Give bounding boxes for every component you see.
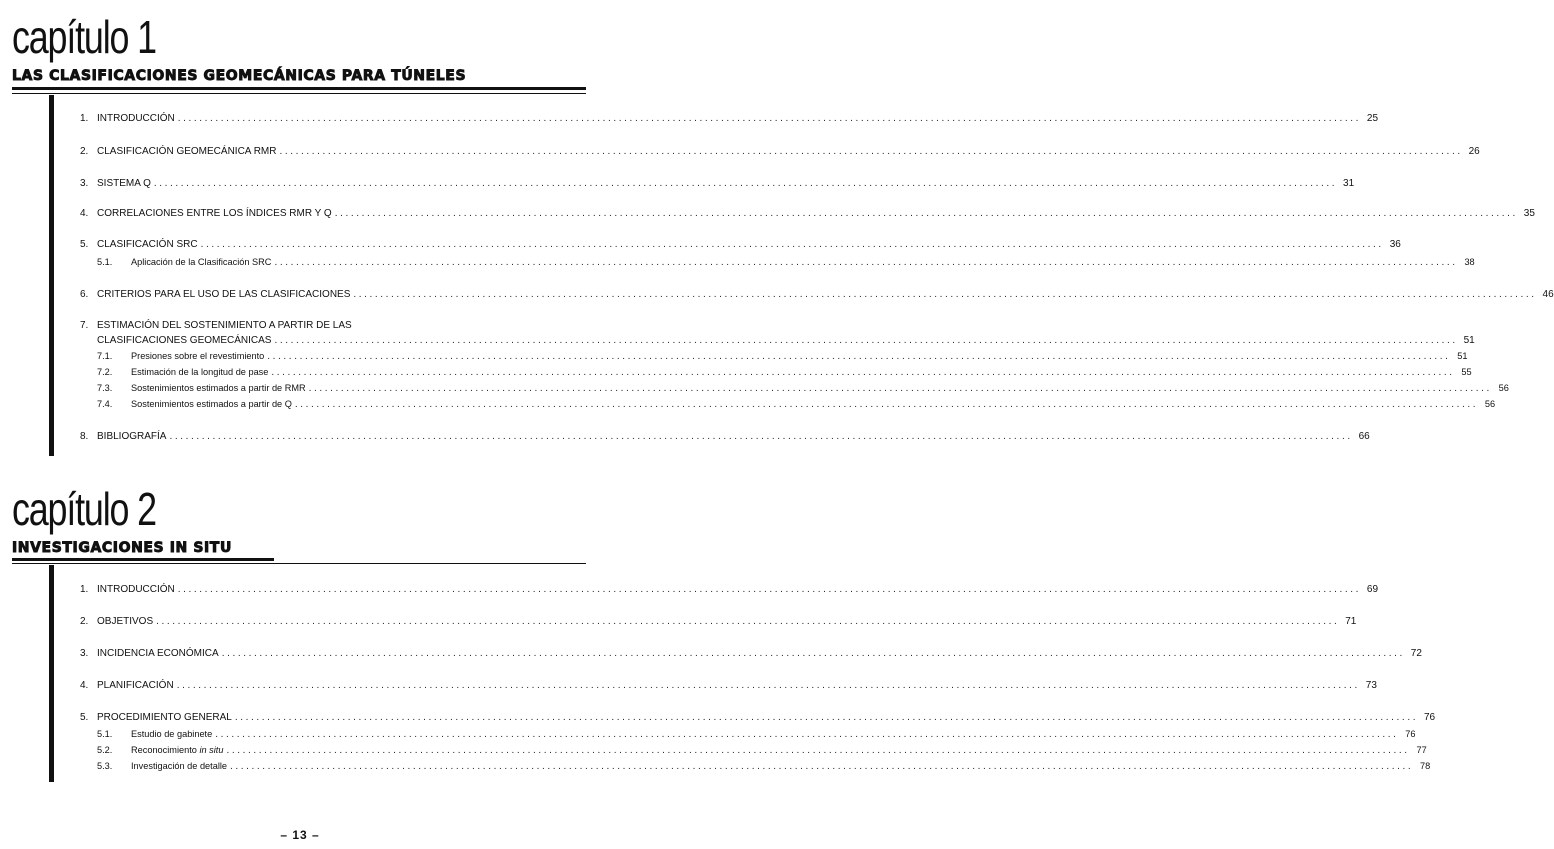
- chapter-1-rule-thin: [12, 93, 586, 94]
- leader-dots: ............................................................................................................................................................................................................................: [271, 367, 1455, 378]
- toc-entry[interactable]: 1. INTRODUCCIÓN ............................................................................................................................................................................................................................ 25: [80, 113, 1379, 124]
- leader-dots: ............................................................................................................................................................................................................................: [215, 729, 1399, 740]
- leader-dots: ............................................................................................................................................................................................................................: [267, 351, 1451, 362]
- leader-dots: ............................................................................................................................................................................................................................: [230, 761, 1414, 772]
- chapter-1-rule: [12, 87, 586, 90]
- page-number: 31: [1343, 178, 1355, 189]
- leader-dots: ............................................................................................................................................................................................................................: [176, 680, 1360, 691]
- toc-entry[interactable]: 8. BIBLIOGRAFÍA ............................................................................................................................................................................................................................ 66: [80, 431, 1370, 442]
- toc-entry[interactable]: 2. CLASIFICACIÓN GEOMECÁNICA RMR ............................................................................................................................................................................................................................ 26: [80, 146, 1480, 157]
- chapter-1-subtitle: LAS CLASIFICACIONES GEOMECÁNICAS PARA TÚNELES: [12, 68, 467, 84]
- toc-entry[interactable]: 4. CORRELACIONES ENTRE LOS ÍNDICES RMR Y Q ............................................................................................................................................................................................................................ 35: [80, 208, 1535, 219]
- toc-subentry[interactable]: 7.4. Sostenimientos estimados a partir de Q ............................................................................................................................................................................................................................ 56: [97, 399, 1496, 410]
- page-number: 38: [1464, 257, 1475, 267]
- page-number: 46: [1542, 289, 1554, 300]
- leader-dots: ............................................................................................................................................................................................................................: [274, 257, 1458, 268]
- toc-entry[interactable]: 1. INTRODUCCIÓN ............................................................................................................................................................................................................................ 69: [80, 584, 1379, 595]
- page-number: 77: [1416, 745, 1427, 755]
- toc-subentry[interactable]: 7.1. Presiones sobre el revestimiento ............................................................................................................................................................................................................................ 51: [97, 351, 1468, 362]
- page-number: 35: [1523, 208, 1535, 219]
- leader-dots: ............................................................................................................................................................................................................................: [308, 383, 1492, 394]
- page-number: 25: [1366, 113, 1379, 124]
- page-number: 51: [1457, 351, 1468, 361]
- page-number: 71: [1345, 616, 1357, 627]
- page-number: 51: [1463, 335, 1475, 346]
- leader-dots: ............................................................................................................................................................................................................................: [169, 431, 1353, 442]
- toc-subentry[interactable]: 5.2. Reconocimiento in situ ............................................................................................................................................................................................................................ 77: [97, 745, 1427, 756]
- leader-dots: ............................................................................................................................................................................................................................: [156, 616, 1340, 627]
- chapter-2-rule-thin: [12, 563, 586, 564]
- chapter-2-title: capítulo 2: [12, 483, 156, 535]
- chapter-2-vertical-bar: [49, 565, 54, 782]
- toc-entry[interactable]: 3. INCIDENCIA ECONÓMICA ............................................................................................................................................................................................................................ 72: [80, 648, 1422, 659]
- toc-entry[interactable]: 5. CLASIFICACIÓN SRC ............................................................................................................................................................................................................................ 36: [80, 239, 1401, 250]
- leader-dots: ............................................................................................................................................................................................................................: [234, 712, 1419, 723]
- page-number: 55: [1461, 367, 1472, 377]
- toc-entry[interactable]: 6. CRITERIOS PARA EL USO DE LAS CLASIFICACIONES ............................................................................................................................................................................................................................ 46: [80, 289, 1554, 300]
- toc-entry[interactable]: 5. PROCEDIMIENTO GENERAL ............................................................................................................................................................................................................................ 76: [80, 712, 1436, 723]
- page-number: 36: [1389, 239, 1401, 250]
- chapter-2-subtitle: INVESTIGACIONES IN SITU: [12, 540, 232, 556]
- page-number: 56: [1484, 399, 1496, 409]
- page-number: 69: [1366, 584, 1379, 595]
- toc-subentry[interactable]: 7.2. Estimación de la longitud de pase ............................................................................................................................................................................................................................ 55: [97, 367, 1472, 378]
- toc-subentry[interactable]: 7.3. Sostenimientos estimados a partir de RMR ............................................................................................................................................................................................................................ 56: [97, 383, 1509, 394]
- toc-entry[interactable]: 4. PLANIFICACIÓN ............................................................................................................................................................................................................................ 73: [80, 680, 1377, 691]
- page-number: 76: [1405, 729, 1416, 739]
- chapter-1-title: capítulo 1: [12, 11, 156, 63]
- page-number: 72: [1410, 648, 1422, 659]
- page-number: 66: [1358, 431, 1370, 442]
- page-number: 73: [1365, 680, 1377, 691]
- chapter-1-vertical-bar: [49, 95, 54, 456]
- toc-subentry[interactable]: 5.1. Aplicación de la Clasificación SRC ............................................................................................................................................................................................................................ 38: [97, 257, 1475, 268]
- page-number: 56: [1498, 383, 1509, 393]
- leader-dots: ............................................................................................................................................................................................................................: [153, 178, 1338, 189]
- leader-dots: ............................................................................................................................................................................................................................: [274, 335, 1458, 346]
- leader-dots: ............................................................................................................................................................................................................................: [177, 584, 1362, 595]
- leader-dots: ............................................................................................................................................................................................................................: [221, 648, 1405, 659]
- page-number: 78: [1420, 761, 1431, 771]
- toc-entry[interactable]: 3. SISTEMA Q ............................................................................................................................................................................................................................ 31: [80, 178, 1355, 189]
- page-number: 76: [1423, 712, 1436, 723]
- leader-dots: ............................................................................................................................................................................................................................: [353, 289, 1537, 300]
- leader-dots: ............................................................................................................................................................................................................................: [294, 399, 1479, 410]
- page-number: 26: [1468, 146, 1480, 157]
- leader-dots: ............................................................................................................................................................................................................................: [177, 113, 1362, 124]
- toc-entry[interactable]: 2. OBJETIVOS ............................................................................................................................................................................................................................ 71: [80, 616, 1357, 627]
- leader-dots: ............................................................................................................................................................................................................................: [226, 745, 1410, 756]
- toc-subentry[interactable]: 5.1. Estudio de gabinete ............................................................................................................................................................................................................................ 76: [97, 729, 1416, 740]
- toc-entry[interactable]: 7. ESTIMACIÓN DEL SOSTENIMIENTO A PARTIR DE LAS: [80, 320, 352, 331]
- leader-dots: ............................................................................................................................................................................................................................: [279, 146, 1463, 157]
- chapter-2-rule: [12, 558, 274, 561]
- toc-entry-continuation[interactable]: CLASIFICACIONES GEOMECÁNICAS ............................................................................................................................................................................................................................ 51: [97, 335, 1475, 346]
- leader-dots: ............................................................................................................................................................................................................................: [334, 208, 1518, 219]
- page-folio: – 13 –: [280, 828, 320, 842]
- toc-subentry[interactable]: 5.3. Investigación de detalle ............................................................................................................................................................................................................................ 78: [97, 761, 1431, 772]
- leader-dots: ............................................................................................................................................................................................................................: [200, 239, 1384, 250]
